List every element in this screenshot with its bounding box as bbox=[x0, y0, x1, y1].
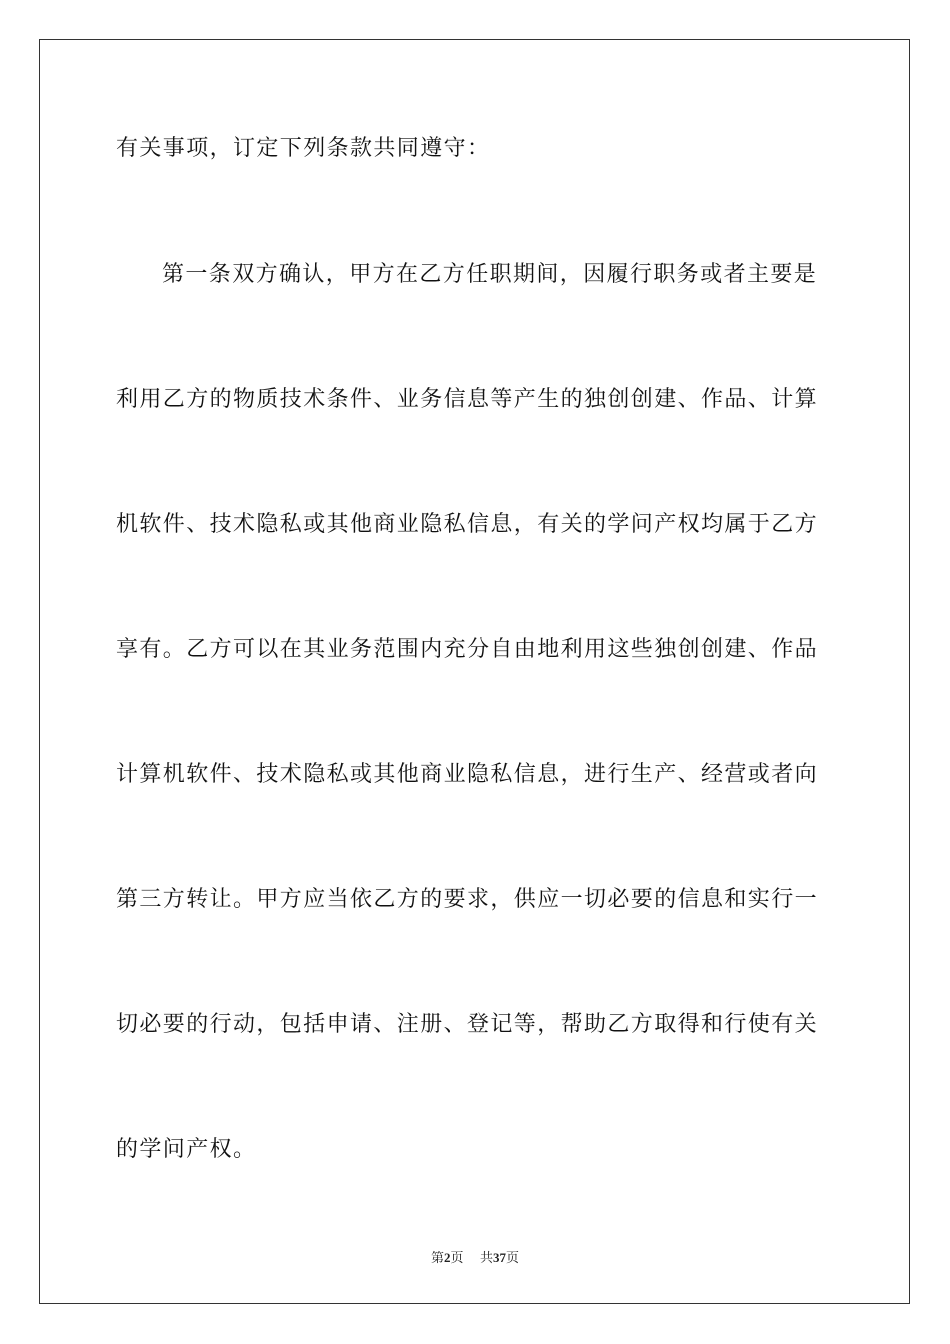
body-line-9: 的学问产权。 bbox=[116, 1137, 257, 1162]
footer-total-prefix: 共 bbox=[480, 1251, 494, 1266]
footer-page-number: 2 bbox=[443, 1250, 451, 1265]
body-line-6: 计算机软件、技术隐私或其他商业隐私信息，进行生产、经营或者向 bbox=[116, 762, 819, 787]
body-line-5: 享有。乙方可以在其业务范围内充分自由地利用这些独创创建、作品 bbox=[116, 637, 819, 662]
body-line-3: 利用乙方的物质技术条件、业务信息等产生的独创创建、作品、计算 bbox=[116, 387, 819, 412]
footer-page-prefix: 第 bbox=[430, 1251, 444, 1266]
footer-page-suffix: 页 bbox=[450, 1251, 464, 1266]
body-line-7: 第三方转让。甲方应当依乙方的要求，供应一切必要的信息和实行一 bbox=[116, 887, 819, 912]
footer-total-suffix: 页 bbox=[506, 1251, 520, 1266]
page-border bbox=[39, 39, 910, 1304]
body-line-2: 第一条双方确认，甲方在乙方任职期间，因履行职务或者主要是 bbox=[162, 262, 818, 287]
body-line-4: 机软件、技术隐私或其他商业隐私信息，有关的学问产权均属于乙方 bbox=[116, 512, 819, 537]
footer-total-pages: 37 bbox=[493, 1250, 507, 1265]
page-footer bbox=[0, 1247, 950, 1266]
body-line-8: 切必要的行动，包括申请、注册、登记等，帮助乙方取得和行使有关 bbox=[116, 1012, 819, 1037]
body-line-1: 有关事项，订定下列条款共同遵守： bbox=[116, 136, 491, 161]
